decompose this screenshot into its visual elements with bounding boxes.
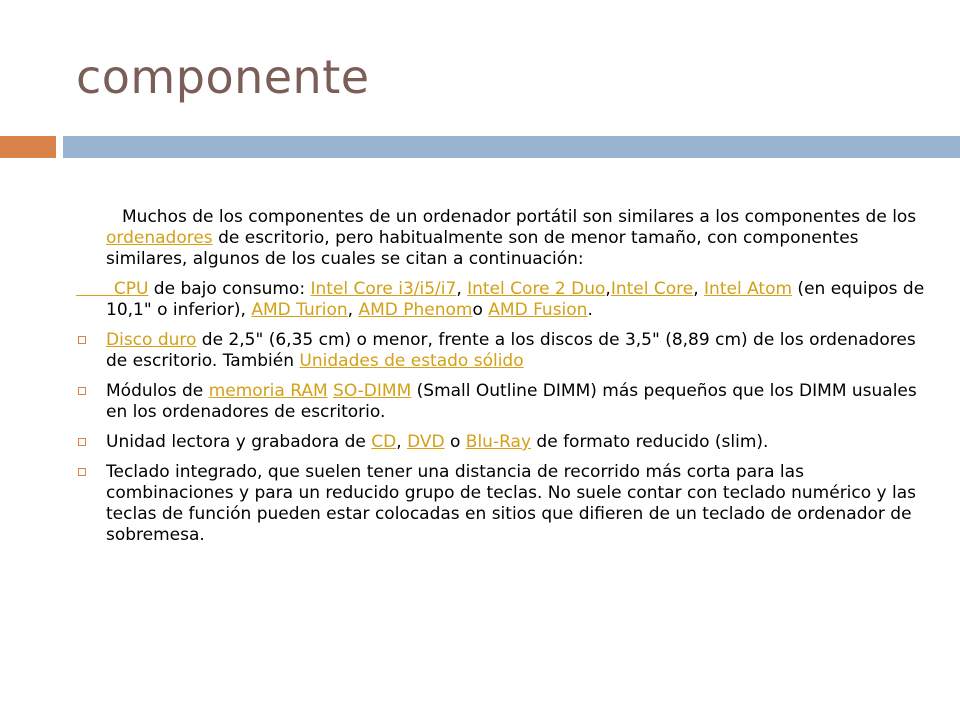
link-memoria-ram[interactable]: memoria RAM bbox=[208, 381, 328, 401]
intro-paragraph: Muchos de los componentes de un ordenador portátil son similares a los componentes de los ordenadores de escritorio, pero habitualmente son de menor tamaño, con componentes similares, algunos de los cuales se citan a continuación: bbox=[106, 207, 917, 269]
link-so-dimm[interactable]: SO-DIMM bbox=[333, 381, 412, 401]
accent-bar-orange bbox=[0, 136, 56, 158]
square-bullet-icon bbox=[78, 387, 86, 395]
list-item-optical: Unidad lectora y grabadora de CD, DVD o Blu-Ray de formato reducido (slim). bbox=[76, 432, 926, 453]
square-bullet-icon bbox=[78, 336, 86, 344]
square-bullet-icon bbox=[78, 468, 86, 476]
list-item-ram: Módulos de memoria RAM SO-DIMM (Small Outline DIMM) más pequeños que los DIMM usuales en los ordenadores de escritorio. bbox=[76, 381, 926, 423]
link-cd[interactable]: CD bbox=[371, 432, 397, 452]
slide-title: componente bbox=[76, 50, 370, 104]
link-blu-ray[interactable]: Blu-Ray bbox=[465, 432, 532, 452]
slide-content bbox=[76, 207, 926, 555]
accent-bar-blue bbox=[63, 136, 960, 158]
link-intel-core-2-duo[interactable]: Intel Core 2 Duo bbox=[467, 279, 606, 299]
link-disco-duro[interactable]: Disco duro bbox=[106, 330, 197, 350]
link-amd-phenom[interactable]: AMD Phenom bbox=[358, 300, 473, 320]
link-unidades-estado-solido[interactable]: Unidades de estado sólido bbox=[299, 351, 524, 371]
square-bullet-icon bbox=[78, 438, 86, 446]
link-intel-core-i3-i5-i7[interactable]: Intel Core i3/i5/i7 bbox=[310, 279, 457, 299]
link-dvd[interactable]: DVD bbox=[407, 432, 445, 452]
link-amd-fusion[interactable]: AMD Fusion bbox=[488, 300, 588, 320]
list-item-keyboard: Teclado integrado, que suelen tener una distancia de recorrido más corta para las combinaciones y para un reducido grupo de teclas. No suele contar con teclado numérico y las teclas de función pueden estar colocadas en sitios que difieren de un teclado de ordenador de sobremesa. bbox=[76, 462, 926, 546]
link-ordenadores[interactable]: ordenadores bbox=[106, 228, 213, 248]
link-intel-core[interactable]: Intel Core bbox=[610, 279, 694, 299]
link-amd-turion[interactable]: AMD Turion bbox=[251, 300, 348, 320]
link-cpu[interactable]: CPU bbox=[113, 279, 149, 299]
list-item-disco: Disco duro de 2,5" (6,35 cm) o menor, frente a los discos de 3,5" (8,89 cm) de los ordenadores de escritorio. También Unidades de estado sólido bbox=[76, 330, 926, 372]
list-item-cpu: CPU de bajo consumo: Intel Core i3/i5/i7, Intel Core 2 Duo,Intel Core, Intel Atom (en equipos de 10,1" o inferior), AMD Turion, AMD Phenomo AMD Fusion. bbox=[76, 279, 926, 321]
link-intel-atom[interactable]: Intel Atom bbox=[704, 279, 793, 299]
